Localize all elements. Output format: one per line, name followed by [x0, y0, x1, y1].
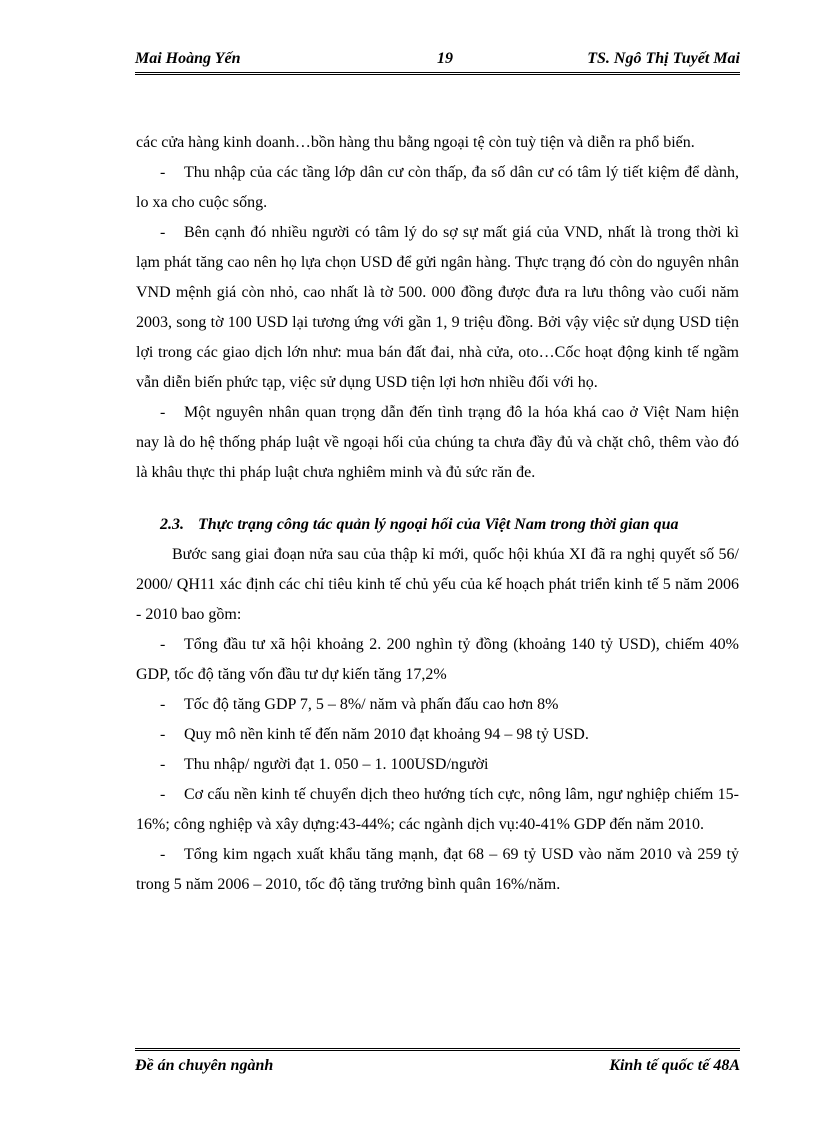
bullet-item-legal-system — [136, 398, 739, 488]
bullet-item-economy-scale — [136, 720, 739, 750]
bullet-dash: - — [160, 846, 166, 863]
bullet-text: Thu nhập của các tầng lớp dân cư còn thấp, đa số dân cư có tâm lý tiết kiệm để dành, lo xa cho cuộc sống. — [136, 164, 739, 211]
footer-course: Đề án chuyên ngành — [135, 1057, 274, 1074]
bullet-dash: - — [160, 756, 166, 773]
bullet-text: Thu nhập/ người đạt 1. 050 – 1. 100USD/người — [184, 756, 489, 773]
bullet-text: Tổng kim ngạch xuất khẩu tăng mạnh, đạt 68 – 69 tỷ USD vào năm 2010 và 259 tỷ trong 5 năm 2006 – 2010, tốc độ tăng trưởng bình quân 16%/năm. — [136, 846, 739, 893]
bullet-item-income-per-capita — [136, 750, 739, 780]
bullet-text: Một nguyên nhân quan trọng dẫn đến tình trạng đô la hóa khá cao ở Việt Nam hiện nay là do hệ thống pháp luật về ngoại hối của chúng ta chưa đầy đủ và chặt chô, thêm vào đó là khâu thực thi pháp luật chưa nghiêm minh và đủ sức răn đe. — [136, 404, 739, 481]
bullet-item-vnd-devaluation — [136, 218, 739, 398]
bullet-text: Quy mô nền kinh tế đến năm 2010 đạt khoảng 94 – 98 tỷ USD. — [184, 726, 589, 743]
bullet-dash: - — [160, 224, 166, 241]
bullet-text: Tổng đầu tư xã hội khoảng 2. 200 nghìn tỷ đồng (khoảng 140 tỷ USD), chiếm 40% GDP, tốc độ tăng vốn đầu tư dự kiến tăng 17,2% — [136, 636, 739, 683]
section-heading — [136, 510, 739, 540]
header-page-number: 19 — [437, 50, 453, 67]
bullet-dash: - — [160, 404, 166, 421]
footer-class: Kinh tế quốc tế 48A — [609, 1057, 740, 1074]
page-footer — [135, 1048, 740, 1079]
page-body — [136, 128, 739, 900]
bullet-item-gdp-growth — [136, 690, 739, 720]
section-number: 2.3. — [160, 516, 184, 533]
bullet-dash: - — [160, 696, 166, 713]
bullet-text: Tốc độ tăng GDP 7, 5 – 8%/ năm và phấn đấu cao hơn 8% — [184, 696, 559, 713]
bullet-item-investment — [136, 630, 739, 690]
section-title: Thực trạng công tác quản lý ngoại hối của Việt Nam trong thời gian qua — [198, 516, 679, 533]
bullet-dash: - — [160, 164, 166, 181]
bullet-text: Bên cạnh đó nhiều người có tâm lý do sợ sự mất giá của VND, nhất là trong thời kì lạm phát tăng cao nên họ lựa chọn USD để gửi ngân hàng. Thực trạng đó còn do nguyên nhân VND mệnh giá còn nhỏ, cao nhất là tờ 500. 000 đồng được đưa ra lưu thông vào cuối năm 2003, song tờ 100 USD lại tương ứng với gần 1, 9 triệu đồng. Bởi vậy việc sử dụng USD tiện lợi trong các giao dịch lớn như: mua bán đất đai, nhà cửa, oto…Cốc hoạt động kinh tế ngầm vẫn diễn biến phức tạp, việc sử dụng USD tiện lợi hơn nhiều đối với họ. — [136, 224, 739, 391]
bullet-text: Cơ cấu nền kinh tế chuyển dịch theo hướng tích cực, nông lâm, ngư nghiệp chiếm 15-16%; công nghiệp và xây dựng:43-44%; các ngành dịch vụ:40-41% GDP đến năm 2010. — [136, 786, 739, 833]
bullet-dash: - — [160, 786, 166, 803]
bullet-dash: - — [160, 636, 166, 653]
bullet-item-economic-structure — [136, 780, 739, 840]
paragraph-continuation: các cửa hàng kinh doanh…bồn hàng thu bằng ngoại tệ còn tuỳ tiện và diễn ra phổ biến. — [136, 134, 695, 151]
header-supervisor: TS. Ngô Thị Tuyết Mai — [587, 50, 740, 67]
page-header — [135, 48, 740, 75]
header-author: Mai Hoàng Yến — [135, 50, 241, 67]
bullet-item-export — [136, 840, 739, 900]
bullet-dash: - — [160, 726, 166, 743]
bullet-item-income — [136, 158, 739, 218]
paragraph-intro: Bước sang giai đoạn nửa sau của thập kỉ mới, quốc hội khúa XI đã ra nghị quyết số 56/ 2000/ QH11 xác định các chỉ tiêu kinh tế chủ yếu của kế hoạch phát triển kinh tế 5 năm 2006 - 2010 bao gồm: — [136, 546, 739, 623]
